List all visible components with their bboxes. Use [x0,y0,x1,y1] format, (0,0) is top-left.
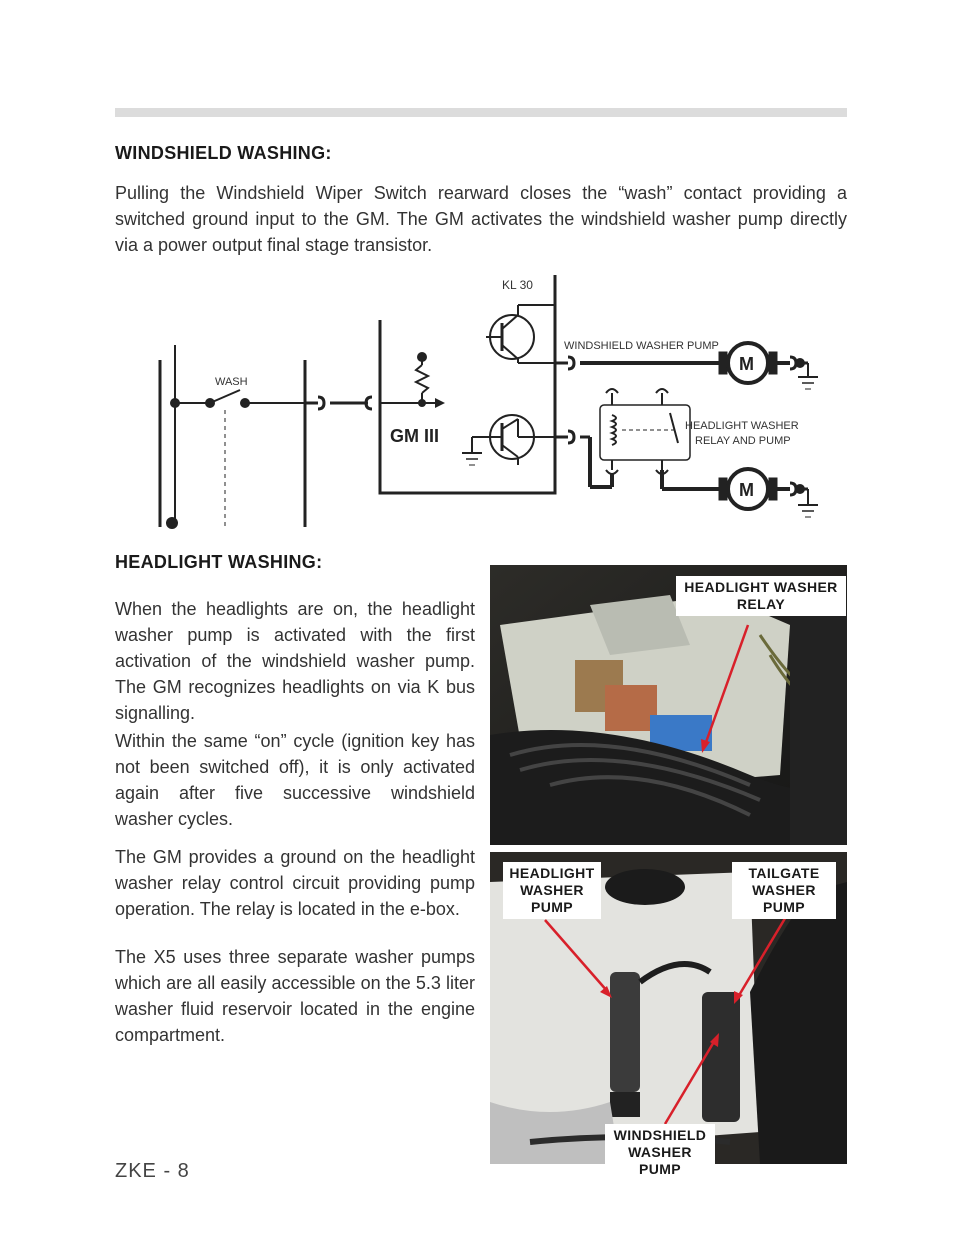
section-title-windshield: WINDSHIELD WASHING: [115,143,332,163]
windshield-pump-callout: WINDSHIELD WASHER PUMP [605,1124,715,1181]
relay-label-line2: RELAY AND PUMP [695,435,791,447]
motor-label-upper: M [739,354,754,374]
relay-orange [605,685,657,731]
headlight-pump-callout: HEADLIGHT WASHER PUMP [503,862,601,919]
motor-label-lower: M [739,480,754,500]
headlight-paragraph-1: When the headlights are on, the headlight washer pump is activated with the first activation of the windshield washer pump. The GM recognizes headlights on via K bus signalling. [115,599,475,723]
gm-label: GM III [390,426,439,446]
wash-label: WASH [215,376,248,388]
relay-callout: HEADLIGHT WASHER RELAY [676,576,846,616]
tailgate-pump-callout: TAILGATE WASHER PUMP [732,862,836,919]
page-number: ZKE - 8 [115,1160,190,1182]
headlight-paragraph-2: Within the same “on” cycle (ignition key has not been switched off), it is only activated again after five successive windshield washer cycles. [115,731,475,829]
windshield-pump-label: WINDSHIELD WASHER PUMP [564,340,719,352]
kl30-label: KL 30 [502,278,533,292]
gm-box [380,275,555,493]
windshield-pump [702,992,740,1122]
section-title-headlight: HEADLIGHT WASHING: [115,552,323,572]
wiring-diagram [140,265,840,540]
headlight-paragraph-3: The GM provides a ground on the headlight washer relay control circuit providing pump operation. The relay is located in the e-box. [115,847,475,919]
relay-label-line1: HEADLIGHT WASHER [685,420,799,432]
windshield-paragraph: Pulling the Windshield Wiper Switch rearward closes the “wash” contact providing a switched ground input to the GM. The GM activates the windshield washer pump directly via a power output final stage transistor. [115,183,847,255]
headlight-pump [610,972,640,1092]
headlight-paragraph-4: The X5 uses three separate washer pumps which are all easily accessible on the 5.3 liter washer fluid reservoir located in the engine compartment. [115,947,475,1045]
top-rule [115,108,847,117]
